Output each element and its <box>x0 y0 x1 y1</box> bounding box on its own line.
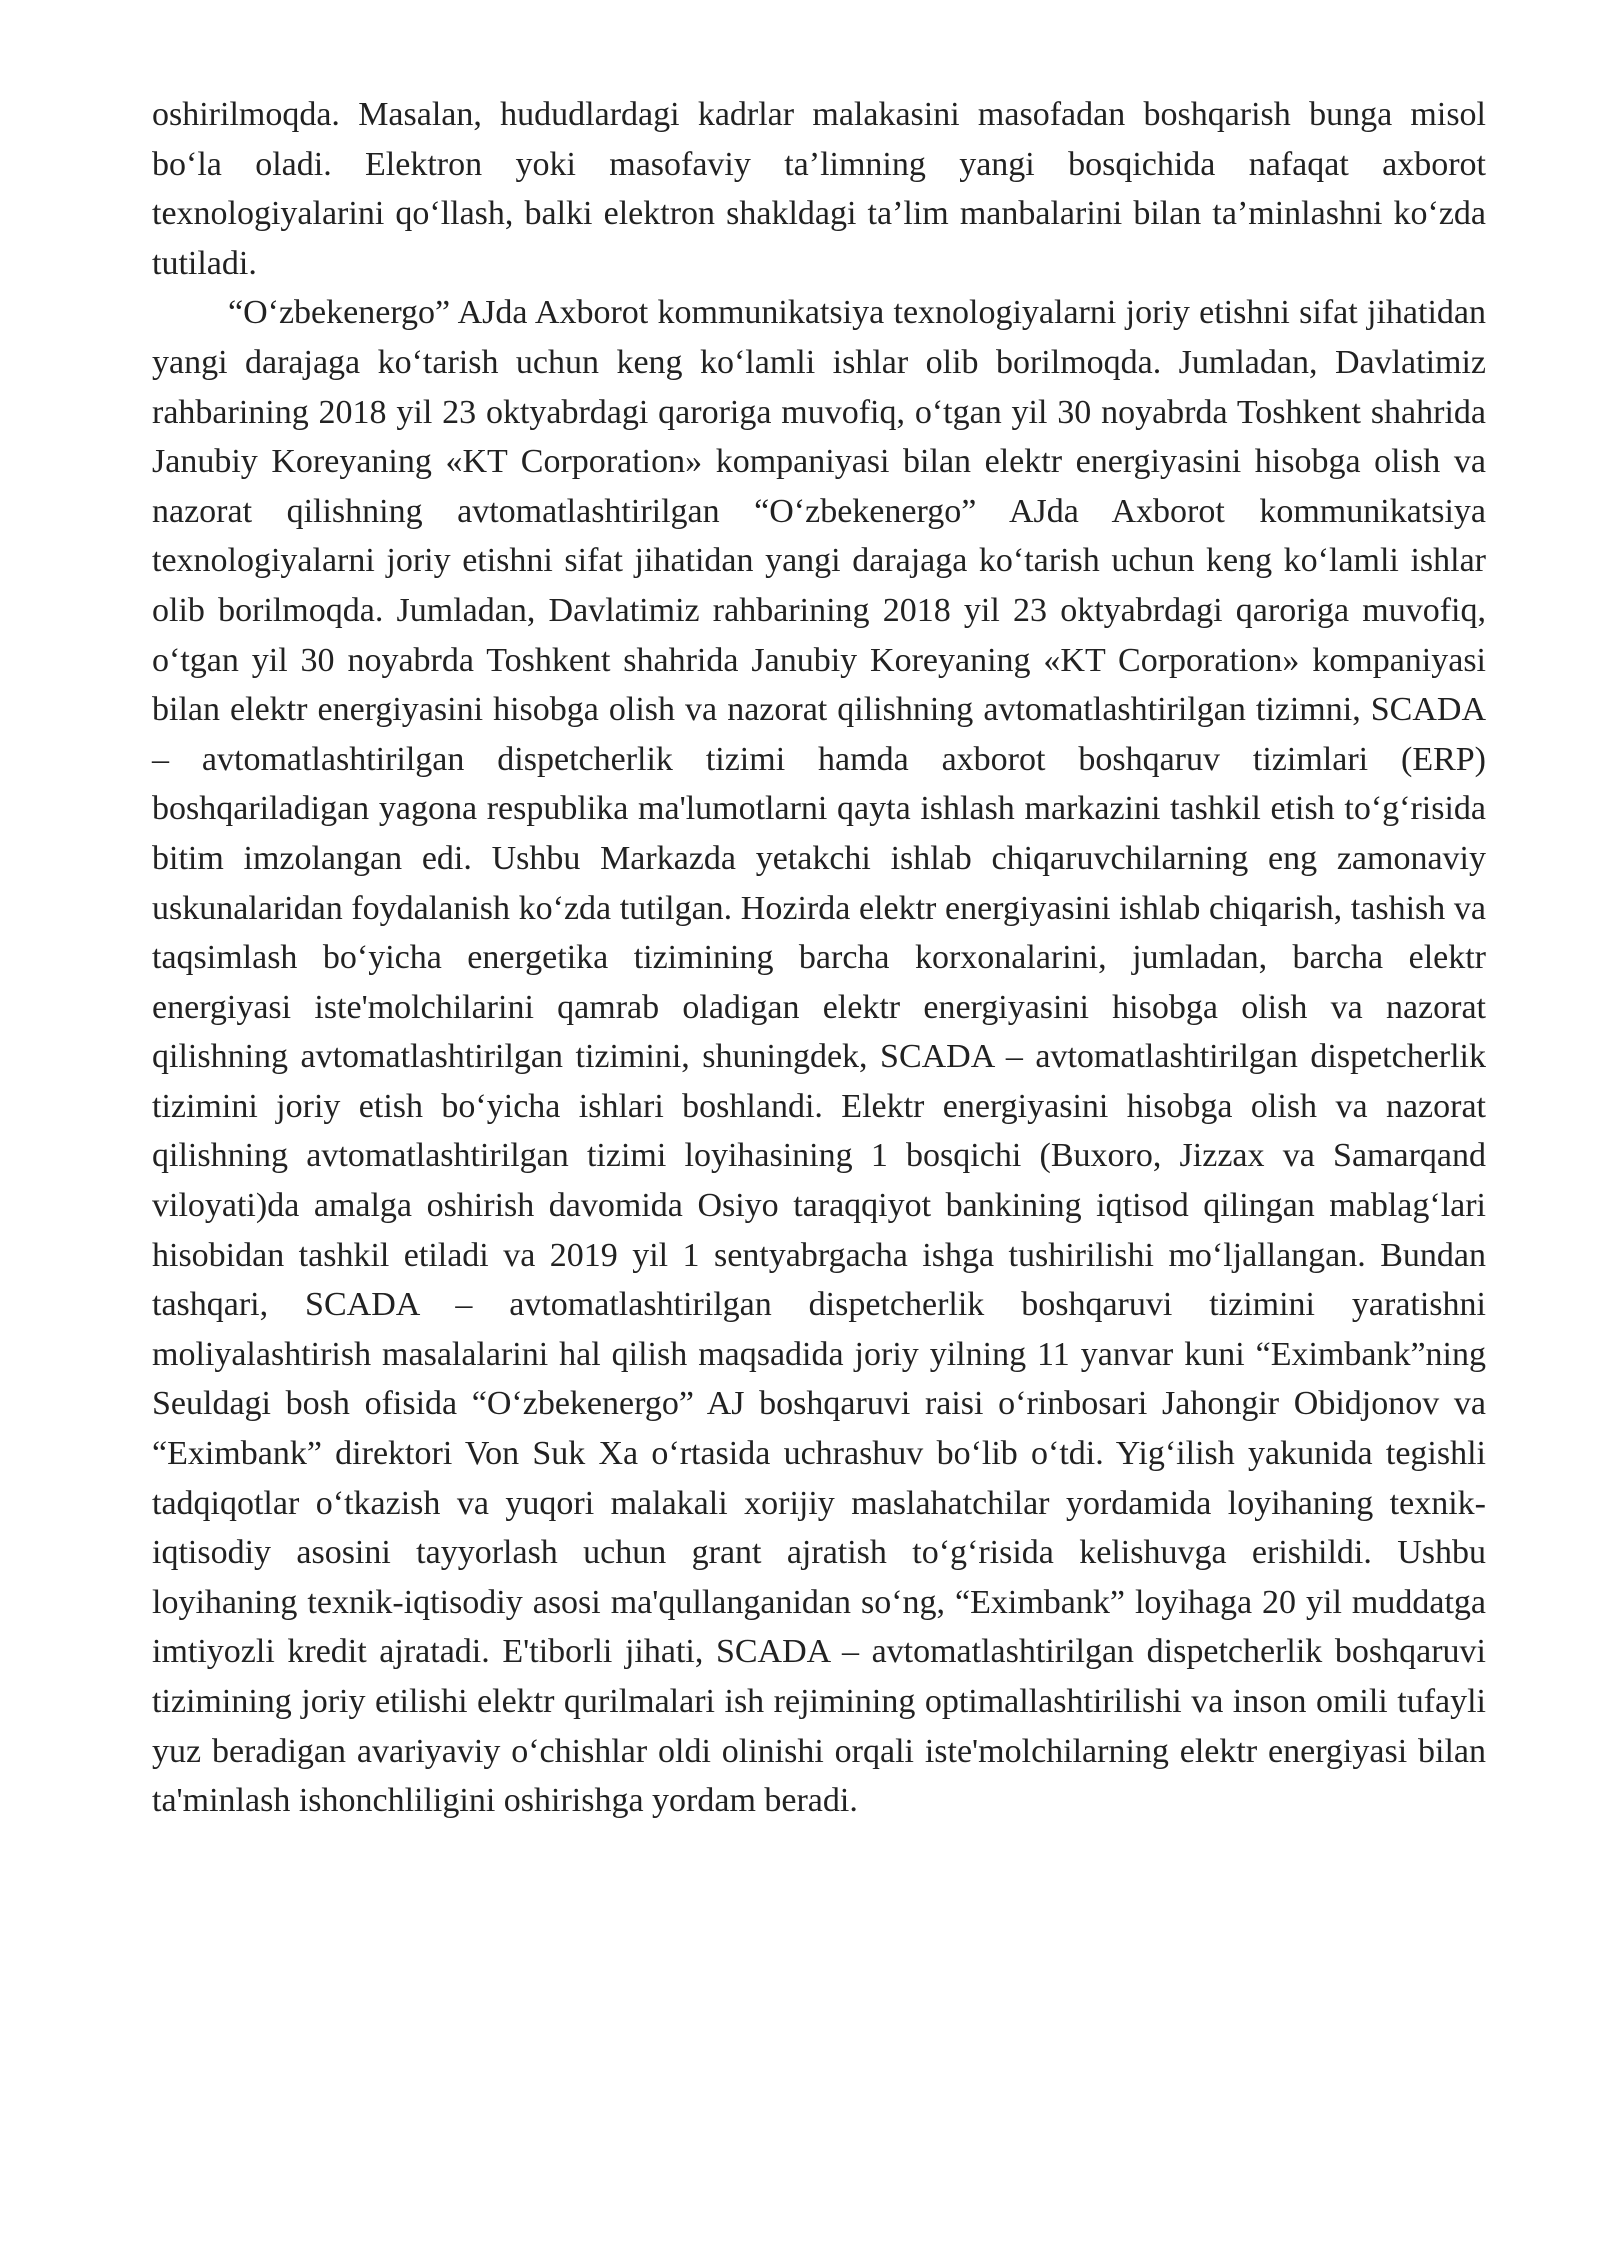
paragraph-1: oshirilmoqda. Masalan, hududlardagi kadrlar malakasini masofadan boshqarish bunga misol bo‘la oladi. Elektron yoki masofaviy ta’limning yangi bosqichida nafaqat axborot texnologiyalarini qo‘llash, balki elektron shakldagi ta’lim manbalarini bilan ta’minlashni ko‘zda tutiladi. <box>152 96 1486 282</box>
document-page <box>152 90 1486 1826</box>
paragraph-2: “O‘zbekenergo” AJda Axborot kommunikatsiya texnologiyalarni joriy etishni sifat jihatidan yangi darajaga ko‘tarish uchun keng ko‘lamli ishlar olib borilmoqda. Jumladan, Davlatimiz rahbarining 2018 yil 23 oktyabrdagi qaroriga muvofiq, o‘tgan yil 30 noyabrda Toshkent shahrida Janubiy Koreyaning «KT Corporation» kompaniyasi bilan elektr energiyasini hisobga olish va nazorat qilishning avtomatlashtirilgan “O‘zbekenergo” AJda Axborot kommunikatsiya texnologiyalarni joriy etishni sifat jihatidan yangi darajaga ko‘tarish uchun keng ko‘lamli ishlar olib borilmoqda. Jumladan, Davlatimiz rahbarining 2018 yil 23 oktyabrdagi qaroriga muvofiq, o‘tgan yil 30 noyabrda Toshkent shahrida Janubiy Koreyaning «KT Corporation» kompaniyasi bilan elektr energiyasini hisobga olish va nazorat qilishning avtomatlashtirilgan tizimni, SCADA – avtomatlashtirilgan dispetcherlik tizimi hamda axborot boshqaruv tizimlari (ERP) boshqariladigan yagona respublika ma'lumotlarni qayta ishlash markazini tashkil etish to‘g‘risida bitim imzolangan edi. Ushbu Markazda yetakchi ishlab chiqaruvchilarning eng zamonaviy uskunalaridan foydalanish ko‘zda tutilgan. Hozirda elektr energiyasini ishlab chiqarish, tashish va taqsimlash bo‘yicha energetika tizimining barcha korxonalarini, jumladan, barcha elektr energiyasi iste'molchilarini qamrab oladigan elektr energiyasini hisobga olish va nazorat qilishning avtomatlashtirilgan tizimini, shuningdek, SCADA – avtomatlashtirilgan dispetcherlik tizimini joriy etish bo‘yicha ishlari boshlandi. Elektr energiyasini hisobga olish va nazorat qilishning avtomatlashtirilgan tizimi loyihasining 1 bosqichi (Buxoro, Jizzax va Samarqand viloyati)da amalga oshirish davomida Osiyo taraqqiyot bankining iqtisod qilingan mablag‘lari hisobidan tashkil etiladi va 2019 yil 1 sentyabrgacha ishga tushirilishi mo‘ljallangan. Bundan tashqari, SCADA – avtomatlashtirilgan dispetcherlik boshqaruvi tizimini yaratishni moliyalashtirish masalalarini hal qilish maqsadida joriy yilning 11 yanvar kuni “Eximbank”ning Seuldagi bosh ofisida “O‘zbekenergo” AJ boshqaruvi raisi o‘rinbosari Jahongir Obidjonov va “Eximbank” direktori Von Suk Xa o‘rtasida uchrashuv bo‘lib o‘tdi. Yig‘ilish yakunida tegishli tadqiqotlar o‘tkazish va yuqori malakali xorijiy maslahatchilar yordamida loyihaning texnik-iqtisodiy asosini tayyorlash uchun grant ajratish to‘g‘risida kelishuvga erishildi. Ushbu loyihaning texnik-iqtisodiy asosi ma'qullanganidan so‘ng, “Eximbank” loyihaga 20 yil muddatga imtiyozli kredit ajratadi. E'tiborli jihati, SCADA – avtomatlashtirilgan dispetcherlik boshqaruvi tizimining joriy etilishi elektr qurilmalari ish rejimining optimallashtirilishi va inson omili tufayli yuz beradigan avariyaviy o‘chishlar oldi olinishi orqali iste'molchilarning elektr energiyasi bilan ta'minlash ishonchliligini oshirishga yordam beradi. <box>152 294 1486 1820</box>
